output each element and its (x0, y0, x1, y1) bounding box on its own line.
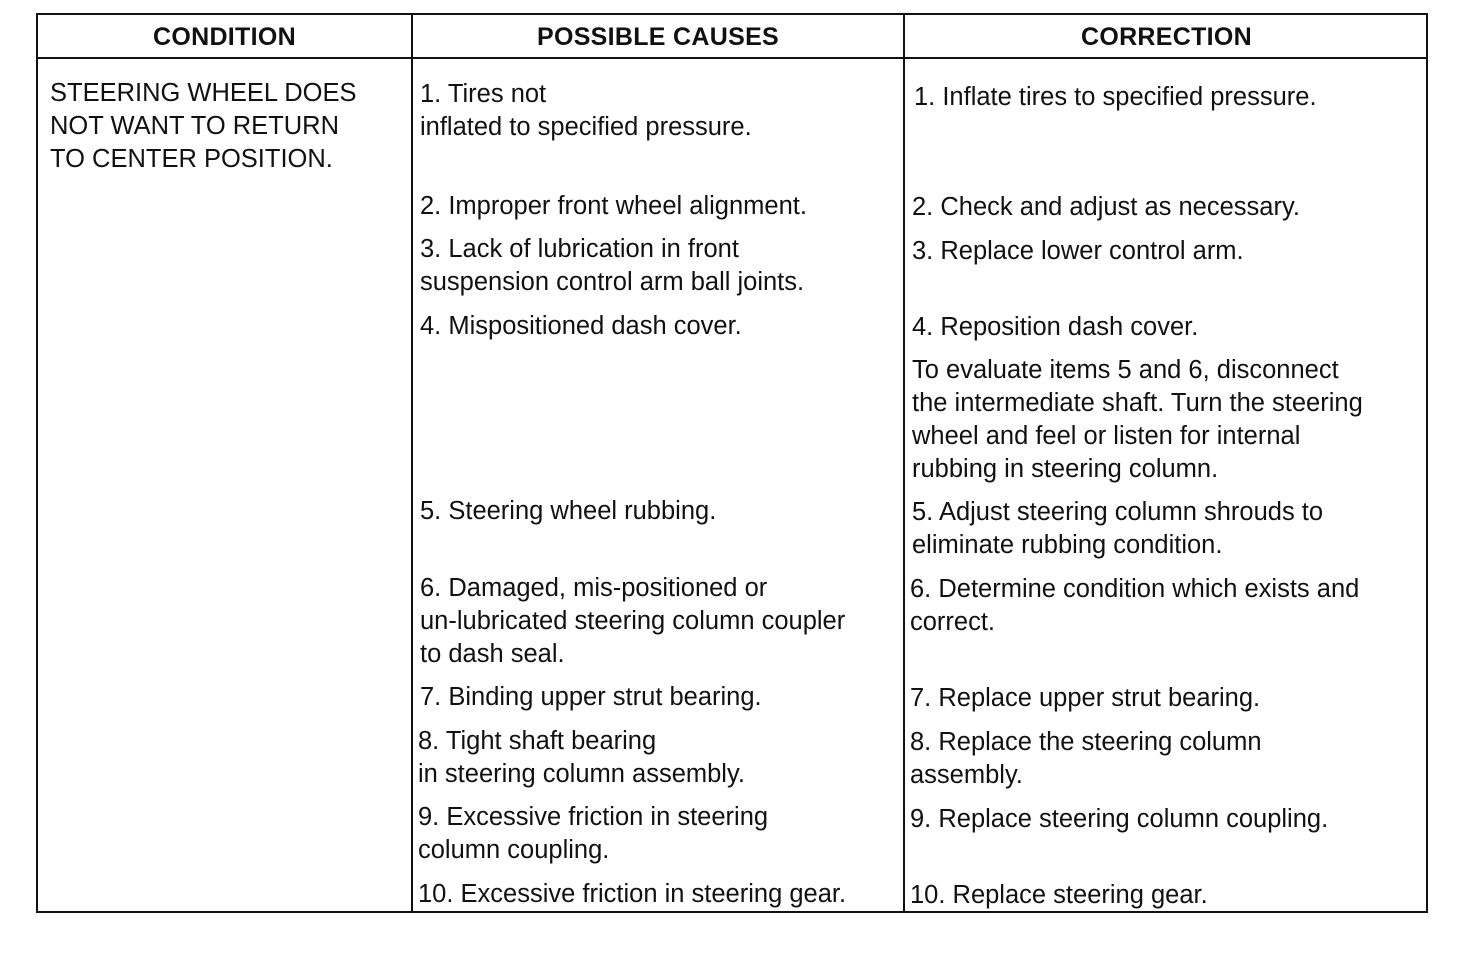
correction-6 (910, 573, 1359, 639)
correction-line: 6. Determine condition which exists and (910, 575, 1360, 603)
column-divider-2 (903, 15, 905, 911)
condition-line: NOT WANT TO RETURN (50, 112, 340, 140)
correction-line: 10. Replace steering gear. (910, 881, 1208, 909)
cause-10 (418, 878, 846, 911)
cause-line: inflated to specified pressure. (420, 113, 752, 141)
correction-8 (910, 726, 1262, 792)
cause-5 (420, 495, 716, 528)
correction-line: correct. (910, 608, 996, 636)
correction-10 (910, 879, 1208, 912)
cause-line: 9. Excessive friction in steering (418, 803, 769, 831)
cause-4 (420, 310, 742, 343)
condition-line: STEERING WHEEL DOES (50, 79, 357, 107)
note-line: the intermediate shaft. Turn the steering (912, 389, 1363, 417)
correction-9 (910, 803, 1328, 836)
cause-9 (418, 801, 768, 867)
cause-line: in steering column assembly. (418, 760, 745, 788)
correction-line: 9. Replace steering column coupling. (910, 805, 1329, 833)
correction-line: 5. Adjust steering column shrouds to (912, 498, 1324, 526)
cause-8 (418, 725, 745, 791)
cause-line: 3. Lack of lubrication in front (420, 235, 739, 263)
correction-line: 4. Reposition dash cover. (912, 313, 1199, 341)
correction-line: eliminate rubbing condition. (912, 531, 1223, 559)
cause-line: 1. Tires not (420, 80, 547, 108)
correction-line: 8. Replace the steering column (910, 728, 1262, 756)
correction-line: 7. Replace upper strut bearing. (910, 684, 1261, 712)
cause-1 (420, 78, 752, 144)
header-condition: CONDITION (153, 22, 296, 51)
correction-7 (910, 682, 1260, 715)
cause-line: un-lubricated steering column coupler (420, 607, 846, 635)
cause-line: suspension control arm ball joints. (420, 268, 805, 296)
cause-line: 2. Improper front wheel alignment. (420, 192, 807, 220)
cause-2 (420, 190, 807, 223)
cause-line: to dash seal. (420, 640, 565, 668)
correction-line: assembly. (910, 761, 1023, 789)
correction-4 (912, 311, 1198, 344)
note-line: wheel and feel or listen for internal (912, 422, 1301, 450)
header-correction: CORRECTION (1080, 22, 1253, 51)
cause-3 (420, 233, 804, 299)
cause-6 (420, 572, 845, 671)
condition-line: TO CENTER POSITION. (50, 145, 333, 173)
cause-line: 4. Mispositioned dash cover. (420, 312, 742, 340)
cause-line: 8. Tight shaft bearing (418, 727, 657, 755)
cause-7 (420, 681, 762, 714)
cause-line: 10. Excessive friction in steering gear. (418, 880, 847, 908)
header-possible-causes: POSSIBLE CAUSES (536, 22, 780, 51)
correction-1 (914, 81, 1317, 114)
cause-line: 5. Steering wheel rubbing. (420, 497, 717, 525)
cause-line: 6. Damaged, mis-positioned or (420, 574, 768, 602)
cause-line: column coupling. (418, 836, 610, 864)
correction-5 (912, 496, 1323, 562)
correction-line: 1. Inflate tires to specified pressure. (914, 83, 1317, 111)
evaluation-note (912, 354, 1363, 486)
correction-2 (912, 191, 1300, 224)
cause-line: 7. Binding upper strut bearing. (420, 683, 762, 711)
correction-3 (912, 235, 1244, 268)
note-line: rubbing in steering column. (912, 455, 1219, 483)
diagnosis-table (36, 13, 1428, 913)
correction-line: 2. Check and adjust as necessary. (912, 193, 1300, 221)
note-line: To evaluate items 5 and 6, disconnect (912, 356, 1339, 384)
column-divider-1 (411, 15, 413, 911)
correction-line: 3. Replace lower control arm. (912, 237, 1244, 265)
condition-cell (50, 77, 357, 176)
